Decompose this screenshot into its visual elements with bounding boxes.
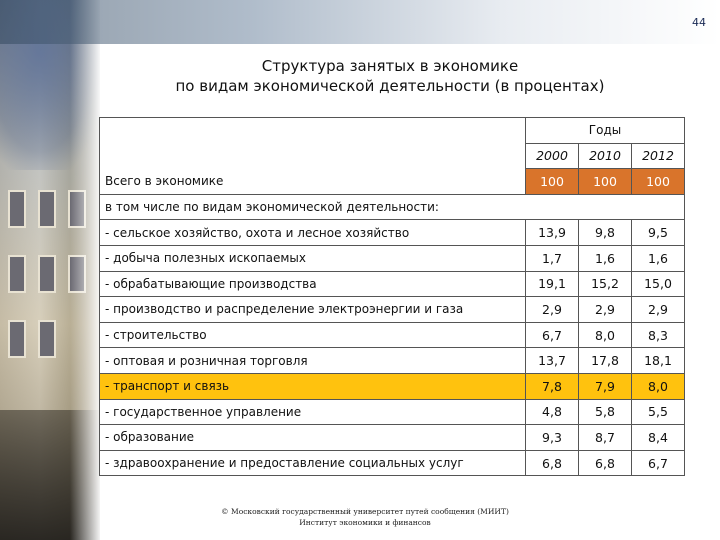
row-label: - добыча полезных ископаемых [100,245,526,271]
row-value: 6,7 [632,450,685,476]
row-label: - производство и распределение электроэнергии и газа [100,297,526,323]
subheading: в том числе по видам экономической деятельности: [100,194,685,220]
table-row [100,322,685,348]
table-row [100,245,685,271]
row-value: 6,7 [526,322,579,348]
row-value: 8,4 [632,425,685,451]
row-label: - транспорт и связь [100,373,526,399]
row-value: 5,5 [632,399,685,425]
row-value: 13,7 [526,348,579,374]
copyright-footer [150,506,580,528]
building-photo [0,0,100,540]
row-label: - здравоохранение и предоставление социальных услуг [100,450,526,476]
title-line-1: Структура занятых в экономике [261,57,519,75]
table-row [100,425,685,451]
row-value: 1,7 [526,245,579,271]
header-blank-cell [100,118,526,169]
building-window [8,255,26,293]
row-label: - обрабатывающие производства [100,271,526,297]
employment-table [99,117,685,476]
page-number: 44 [692,16,706,29]
table-row [100,297,685,323]
total-value: 100 [526,169,579,195]
row-label: - оптовая и розничная торговля [100,348,526,374]
photo-fade [70,0,100,540]
footer-line-1: © Московский государственный университет путей сообщения (МИИТ) [221,507,509,516]
subheading-row [100,194,685,220]
row-value: 9,3 [526,425,579,451]
row-value: 6,8 [526,450,579,476]
row-value: 15,2 [579,271,632,297]
building-window [8,320,26,358]
years-header: Годы [526,118,685,144]
row-value: 1,6 [632,245,685,271]
table-row-highlighted [100,373,685,399]
row-label: - образование [100,425,526,451]
total-value: 100 [632,169,685,195]
table-row [100,348,685,374]
row-label: - сельское хозяйство, охота и лесное хозяйство [100,220,526,246]
row-label: - строительство [100,322,526,348]
building-window [38,320,56,358]
row-value: 2,9 [632,297,685,323]
row-value: 18,1 [632,348,685,374]
row-value: 9,8 [579,220,632,246]
total-value: 100 [579,169,632,195]
row-value: 8,3 [632,322,685,348]
footer-line-2: Институт экономики и финансов [299,518,431,527]
row-value: 13,9 [526,220,579,246]
row-value: 19,1 [526,271,579,297]
row-value: 2,9 [526,297,579,323]
row-value: 9,5 [632,220,685,246]
building-window [8,190,26,228]
row-value: 2,9 [579,297,632,323]
row-value: 7,8 [526,373,579,399]
year-2000: 2000 [526,143,579,169]
row-value: 15,0 [632,271,685,297]
table-row [100,399,685,425]
slide-title [110,56,670,96]
total-row [100,169,685,195]
row-value: 8,0 [632,373,685,399]
title-line-2: по видам экономической деятельности (в процентах) [175,77,605,95]
row-value: 4,8 [526,399,579,425]
row-value: 8,0 [579,322,632,348]
year-2010: 2010 [579,143,632,169]
year-2012: 2012 [632,143,685,169]
total-label: Всего в экономике [100,169,526,195]
building-window [38,190,56,228]
table-row [100,271,685,297]
row-value: 6,8 [579,450,632,476]
row-value: 17,8 [579,348,632,374]
row-label: - государственное управление [100,399,526,425]
row-value: 1,6 [579,245,632,271]
row-value: 8,7 [579,425,632,451]
row-value: 5,8 [579,399,632,425]
table-row [100,220,685,246]
years-header-row [100,118,685,144]
building-window [38,255,56,293]
table-row [100,450,685,476]
row-value: 7,9 [579,373,632,399]
top-banner [0,0,720,44]
